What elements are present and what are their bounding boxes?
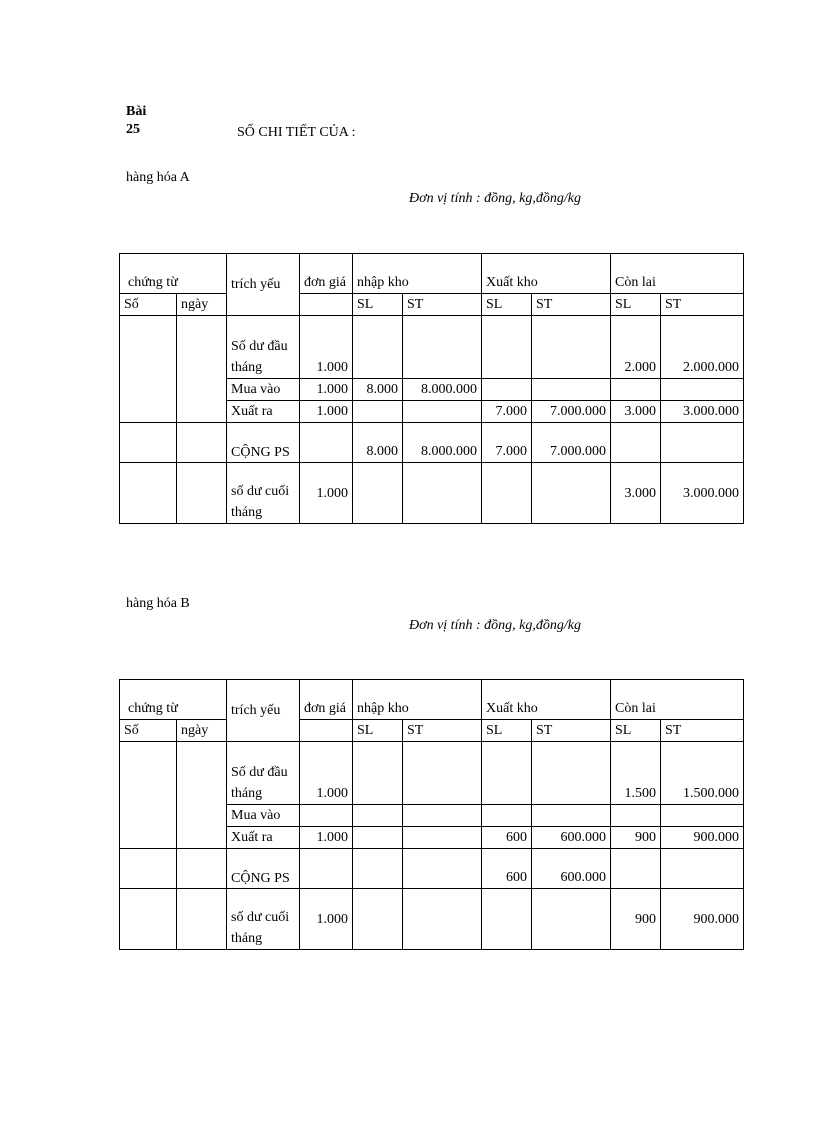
doc-so-cell [120, 889, 177, 950]
row-price [300, 849, 353, 889]
ledger-a-table [119, 253, 744, 524]
row-rem-sl: 2.000 [611, 316, 661, 379]
row-in-st: 8.000.000 [403, 423, 482, 463]
doc-so-cell [120, 849, 177, 889]
doc-so-cell [120, 316, 177, 423]
row-desc: số dư cuối tháng [227, 889, 300, 950]
row-in-st [403, 401, 482, 423]
row-out-st: 7.000.000 [532, 401, 611, 423]
row-out-st: 600.000 [532, 849, 611, 889]
header-con-lai: Còn lai [611, 680, 744, 720]
header-don-gia: đơn giá [300, 254, 353, 294]
row-in-sl [353, 889, 403, 950]
ledger-b-title: hàng hóa B [126, 596, 190, 611]
row-desc: số dư cuối tháng [227, 463, 300, 524]
header-don-gia-blank [300, 294, 353, 316]
row-desc: Xuất ra [227, 401, 300, 423]
header-out-sl: SL [482, 294, 532, 316]
row-desc: Mua vào [227, 379, 300, 401]
header-so: Số [120, 294, 177, 316]
header-out-st: ST [532, 294, 611, 316]
row-out-sl [482, 316, 532, 379]
row-in-st [403, 742, 482, 805]
ledger-b-table [119, 679, 744, 950]
header-rem-sl: SL [611, 720, 661, 742]
row-rem-st: 900.000 [661, 827, 744, 849]
row-desc: Mua vào [227, 805, 300, 827]
header-con-lai: Còn lai [611, 254, 744, 294]
exercise-number: 25 [126, 122, 140, 137]
row-rem-st: 3.000.000 [661, 463, 744, 524]
table-row [120, 423, 744, 463]
doc-so-cell [120, 742, 177, 849]
row-rem-sl [611, 379, 661, 401]
row-price: 1.000 [300, 401, 353, 423]
page-title: SỔ CHI TIẾT CỦA : [237, 125, 356, 140]
row-desc: CỘNG PS [227, 423, 300, 463]
row-out-st [532, 316, 611, 379]
row-desc: Xuất ra [227, 827, 300, 849]
header-in-sl: SL [353, 294, 403, 316]
doc-ngay-cell [177, 849, 227, 889]
row-in-st [403, 805, 482, 827]
row-in-sl [353, 805, 403, 827]
header-ngay: ngày [177, 720, 227, 742]
doc-ngay-cell [177, 463, 227, 524]
row-rem-st: 1.500.000 [661, 742, 744, 805]
row-rem-sl: 3.000 [611, 401, 661, 423]
header-in-st: ST [403, 294, 482, 316]
row-out-sl: 7.000 [482, 423, 532, 463]
row-price: 1.000 [300, 827, 353, 849]
row-out-st: 600.000 [532, 827, 611, 849]
row-price: 1.000 [300, 742, 353, 805]
header-rem-sl: SL [611, 294, 661, 316]
row-rem-sl [611, 805, 661, 827]
row-in-sl [353, 849, 403, 889]
row-out-st [532, 742, 611, 805]
row-out-sl: 7.000 [482, 401, 532, 423]
header-xuat-kho: Xuất kho [482, 680, 611, 720]
doc-so-cell [120, 463, 177, 524]
row-rem-st [661, 379, 744, 401]
header-trich-yeu: trích yếu [227, 680, 300, 742]
row-out-sl [482, 889, 532, 950]
header-rem-st: ST [661, 294, 744, 316]
header-in-st: ST [403, 720, 482, 742]
header-so: Số [120, 720, 177, 742]
row-rem-st: 3.000.000 [661, 401, 744, 423]
row-in-sl [353, 742, 403, 805]
row-out-st [532, 805, 611, 827]
header-chung-tu: chứng từ [120, 254, 227, 294]
row-rem-sl: 900 [611, 889, 661, 950]
row-in-sl: 8.000 [353, 379, 403, 401]
row-rem-st: 900.000 [661, 889, 744, 950]
row-in-st [403, 889, 482, 950]
doc-ngay-cell [177, 889, 227, 950]
row-out-sl [482, 463, 532, 524]
row-price: 1.000 [300, 316, 353, 379]
header-out-sl: SL [482, 720, 532, 742]
ledger-a-title: hàng hóa A [126, 170, 190, 185]
table-row [120, 463, 744, 524]
header-out-st: ST [532, 720, 611, 742]
table-row [120, 316, 744, 379]
row-price: 1.000 [300, 379, 353, 401]
header-don-gia: đơn giá [300, 680, 353, 720]
row-desc: CỘNG PS [227, 849, 300, 889]
ledger-b-unit-note: Đơn vị tính : đồng, kg,đồng/kg [409, 618, 581, 633]
header-in-sl: SL [353, 720, 403, 742]
header-chung-tu: chứng từ [120, 680, 227, 720]
row-in-sl: 8.000 [353, 423, 403, 463]
header-trich-yeu: trích yếu [227, 254, 300, 316]
row-price [300, 805, 353, 827]
row-desc: Số dư đầu tháng [227, 742, 300, 805]
doc-ngay-cell [177, 423, 227, 463]
row-in-st: 8.000.000 [403, 379, 482, 401]
header-nhap-kho: nhập kho [353, 254, 482, 294]
doc-ngay-cell [177, 316, 227, 423]
row-rem-st [661, 849, 744, 889]
doc-so-cell [120, 423, 177, 463]
row-in-sl [353, 316, 403, 379]
row-in-st [403, 463, 482, 524]
row-out-st [532, 889, 611, 950]
row-in-sl [353, 401, 403, 423]
row-out-sl [482, 379, 532, 401]
row-price: 1.000 [300, 463, 353, 524]
row-in-sl [353, 463, 403, 524]
row-in-st [403, 316, 482, 379]
row-out-sl [482, 805, 532, 827]
row-out-sl [482, 742, 532, 805]
row-in-st [403, 849, 482, 889]
header-rem-st: ST [661, 720, 744, 742]
header-ngay: ngày [177, 294, 227, 316]
row-out-sl: 600 [482, 827, 532, 849]
row-rem-st [661, 423, 744, 463]
row-out-st [532, 379, 611, 401]
table-row [120, 742, 744, 805]
row-out-st [532, 463, 611, 524]
row-price [300, 423, 353, 463]
row-out-st: 7.000.000 [532, 423, 611, 463]
table-row [120, 889, 744, 950]
header-don-gia-blank [300, 720, 353, 742]
doc-ngay-cell [177, 742, 227, 849]
row-in-st [403, 827, 482, 849]
row-desc: Số dư đầu tháng [227, 316, 300, 379]
table-row [120, 849, 744, 889]
row-rem-st: 2.000.000 [661, 316, 744, 379]
row-rem-sl [611, 423, 661, 463]
ledger-a-unit-note: Đơn vị tính : đồng, kg,đồng/kg [409, 191, 581, 206]
row-rem-sl: 3.000 [611, 463, 661, 524]
row-rem-sl [611, 849, 661, 889]
row-in-sl [353, 827, 403, 849]
row-rem-sl: 1.500 [611, 742, 661, 805]
row-rem-st [661, 805, 744, 827]
header-xuat-kho: Xuất kho [482, 254, 611, 294]
exercise-label: Bài [126, 104, 147, 119]
row-price: 1.000 [300, 889, 353, 950]
row-out-sl: 600 [482, 849, 532, 889]
row-rem-sl: 900 [611, 827, 661, 849]
header-nhap-kho: nhập kho [353, 680, 482, 720]
